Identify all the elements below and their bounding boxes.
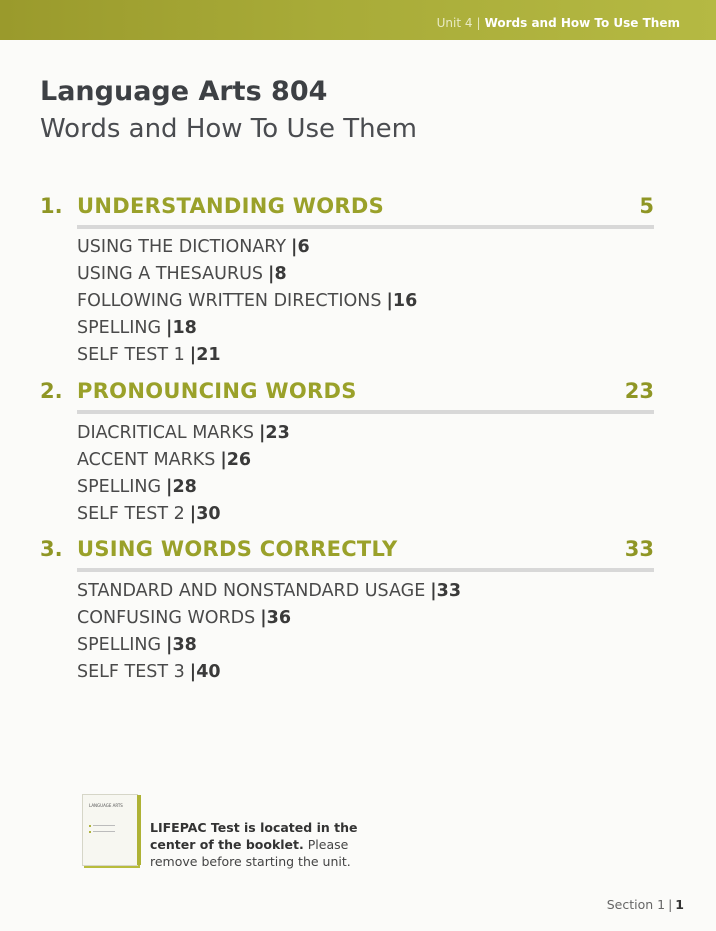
footer-page-number: 1 bbox=[675, 897, 684, 912]
toc-entry-label: SPELLING bbox=[77, 477, 162, 497]
header-title: Words and How To Use Them bbox=[484, 16, 680, 30]
section-title: UNDERSTANDING WORDS bbox=[77, 194, 385, 218]
booklet-line bbox=[93, 825, 115, 826]
section-page-number: 23 bbox=[624, 379, 654, 403]
section-number: 2. bbox=[40, 379, 63, 403]
toc-entry bbox=[77, 450, 251, 470]
toc-entry-label: SELF TEST 3 bbox=[77, 662, 185, 682]
section-divider bbox=[77, 568, 654, 572]
section-number: 1. bbox=[40, 194, 63, 218]
toc-entry-page: 30 bbox=[196, 504, 221, 524]
toc-entry-page: 8 bbox=[274, 264, 287, 284]
header-bar bbox=[0, 0, 716, 40]
toc-entry-page: 16 bbox=[392, 291, 418, 311]
toc-separator: | bbox=[166, 635, 173, 655]
booklet-label: LANGUAGE ARTS bbox=[89, 803, 123, 808]
page-footer bbox=[607, 897, 684, 912]
toc-entry bbox=[77, 237, 310, 257]
note-bold-text: LIFEPAC Test is located in the center of the booklet. bbox=[150, 820, 358, 852]
toc-entry-page: 36 bbox=[266, 608, 292, 628]
toc-separator: | bbox=[189, 662, 197, 682]
toc-entry-label: SPELLING bbox=[77, 635, 162, 655]
toc-entry bbox=[77, 423, 290, 443]
toc-entry-label: USING THE DICTIONARY bbox=[77, 237, 287, 257]
toc-entry-page: 38 bbox=[172, 635, 197, 655]
toc-separator: | bbox=[260, 608, 267, 628]
booklet-line bbox=[93, 831, 115, 832]
toc-separator: | bbox=[220, 450, 227, 470]
toc-entry-page: 23 bbox=[265, 423, 290, 443]
toc-separator: | bbox=[189, 504, 197, 524]
toc-entry-page: 26 bbox=[226, 450, 252, 470]
page-subtitle: Words and How To Use Them bbox=[40, 114, 417, 144]
section-title: USING WORDS CORRECTLY bbox=[77, 537, 398, 561]
toc-entry bbox=[77, 504, 221, 524]
toc-entry bbox=[77, 635, 197, 655]
header-unit: Unit 4 bbox=[436, 16, 473, 30]
toc-entry bbox=[77, 662, 221, 682]
section-page-number: 33 bbox=[624, 537, 654, 561]
toc-entry-label: CONFUSING WORDS bbox=[77, 608, 256, 628]
toc-entry-label: DIACRITICAL MARKS bbox=[77, 423, 255, 443]
section-divider bbox=[77, 410, 654, 414]
section-heading bbox=[40, 537, 654, 567]
section-page-number: 5 bbox=[639, 194, 654, 218]
toc-separator: | bbox=[386, 291, 393, 311]
toc-entry-label: STANDARD AND NONSTANDARD USAGE bbox=[77, 581, 426, 601]
toc-entry-label: USING A THESAURUS bbox=[77, 264, 264, 284]
toc-entry-page: 33 bbox=[436, 581, 462, 601]
note-text: Please remove before starting the unit. bbox=[150, 837, 351, 869]
toc-entry-page: 40 bbox=[196, 662, 221, 682]
booklet-bullet bbox=[89, 831, 91, 833]
toc-entry bbox=[77, 581, 461, 601]
test-location-note bbox=[150, 819, 390, 870]
section-title: PRONOUNCING WORDS bbox=[77, 379, 357, 403]
footer-section: Section 1 bbox=[606, 897, 666, 912]
toc-separator: | bbox=[268, 264, 275, 284]
toc-entry-page: 18 bbox=[172, 318, 197, 338]
page-title: Language Arts 804 bbox=[40, 76, 328, 107]
section-heading bbox=[40, 194, 654, 224]
toc-entry-label: SELF TEST 2 bbox=[77, 504, 185, 524]
section-number: 3. bbox=[40, 537, 63, 561]
toc-separator: | bbox=[166, 477, 173, 497]
toc-entry-label: SELF TEST 1 bbox=[77, 345, 185, 365]
test-booklet-icon bbox=[82, 794, 138, 866]
toc-separator: | bbox=[430, 581, 437, 601]
toc-entry bbox=[77, 345, 221, 365]
toc-entry bbox=[77, 608, 291, 628]
booklet-bullet bbox=[89, 825, 91, 827]
toc-entry-page: 21 bbox=[196, 345, 221, 365]
toc-entry-page: 28 bbox=[172, 477, 197, 497]
toc-separator: | bbox=[291, 237, 298, 257]
toc-entry bbox=[77, 477, 197, 497]
toc-entry-page: 6 bbox=[297, 237, 310, 257]
toc-entry bbox=[77, 318, 197, 338]
footer-separator: | bbox=[668, 897, 673, 912]
toc-entry-label: ACCENT MARKS bbox=[77, 450, 216, 470]
toc-entry bbox=[77, 291, 417, 311]
header-text bbox=[437, 16, 680, 30]
toc-separator: | bbox=[259, 423, 266, 443]
toc-separator: | bbox=[166, 318, 173, 338]
toc-entry bbox=[77, 264, 287, 284]
section-divider bbox=[77, 225, 654, 229]
toc-separator: | bbox=[189, 345, 197, 365]
section-heading bbox=[40, 379, 654, 409]
header-separator: | bbox=[476, 16, 481, 30]
toc-entry-label: SPELLING bbox=[77, 318, 162, 338]
toc-entry-label: FOLLOWING WRITTEN DIRECTIONS bbox=[77, 291, 382, 311]
